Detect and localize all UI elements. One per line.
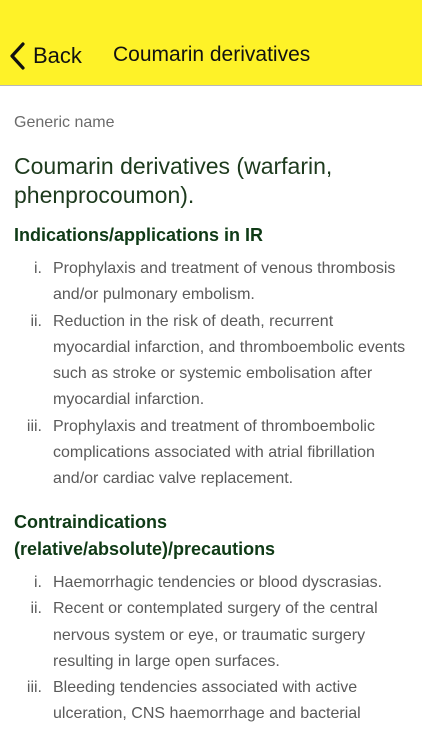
generic-name-label: Generic name — [14, 114, 115, 131]
list-marker: i. — [34, 260, 42, 277]
indications-heading: Indications/applications in IR — [14, 225, 264, 245]
contraindications-heading: Contraindications (relative/absolute)/precautions — [14, 512, 276, 559]
generic-name-value: Coumarin derivatives (warfarin, phenprocoumon). — [14, 153, 333, 208]
list-item-text: Bleeding tendencies associated with active ulceration, CNS haemorrhage and bacterial — [53, 679, 361, 723]
list-marker: ii. — [30, 600, 42, 618]
list-item — [0, 256, 422, 309]
list-item-text: Recent or contemplated surgery of the central nervous system or eye, or traumatic surgery resulting in large open surfaces. — [53, 600, 378, 670]
navigation-bar — [0, 0, 422, 86]
back-button[interactable] — [8, 38, 82, 74]
list-marker: i. — [34, 574, 42, 591]
list-marker: iii. — [26, 679, 42, 697]
indications-list — [0, 256, 422, 493]
page-title: Coumarin derivatives — [113, 43, 311, 66]
list-item — [0, 414, 422, 493]
contraindications-list — [0, 570, 422, 728]
list-item-text: Reduction in the risk of death, recurrent myocardial infarction, and thromboembolic events such as stroke or systemic embolisation after myocardial infarction. — [53, 312, 406, 409]
list-item-text: Prophylaxis and treatment of thromboembolic complications associated with atrial fibrillation and/or cardiac valve replacement. — [53, 417, 375, 488]
chevron-left-icon — [8, 41, 26, 71]
back-label: Back — [33, 43, 82, 68]
list-item — [0, 596, 422, 675]
detail-content[interactable] — [0, 86, 422, 750]
list-item — [0, 309, 422, 414]
list-item — [0, 570, 422, 596]
list-marker: iii. — [26, 417, 42, 435]
list-item-text: Haemorrhagic tendencies or blood dyscrasias. — [53, 574, 383, 591]
list-item — [0, 675, 422, 728]
list-marker: ii. — [30, 312, 42, 330]
list-item-text: Prophylaxis and treatment of venous thrombosis and/or pulmonary embolism. — [53, 260, 396, 304]
